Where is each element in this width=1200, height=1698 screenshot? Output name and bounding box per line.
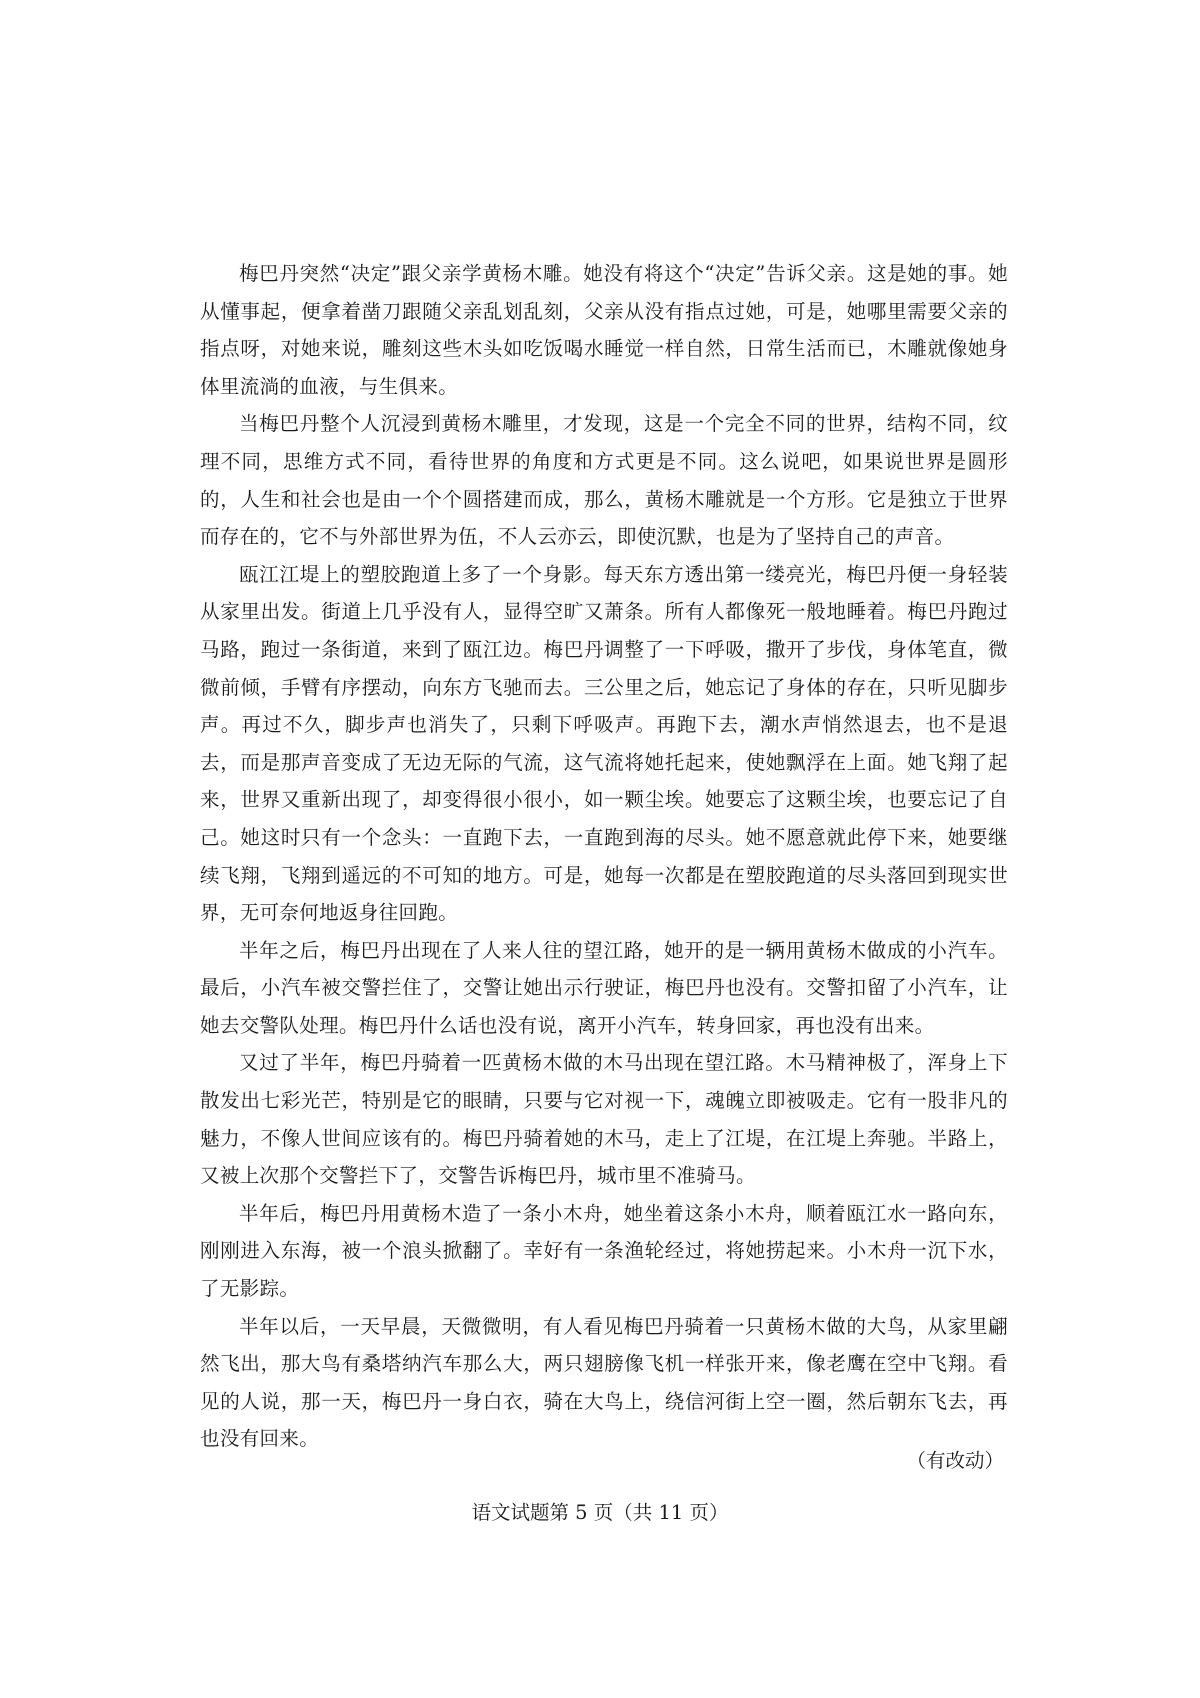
page-footer: 语文试题第 5 页（共 11 页） [471,1501,729,1524]
paragraph-5: 又过了半年，梅巴丹骑着一匹黄杨木做的木马出现在望江路。木马精神极了，浑身上下散发出七彩光芒，特别是它的眼睛，只要与它对视一下，魂魄立即被吸走。它有一股非凡的魅力，不像人世间应该有的。梅巴丹骑着她的木马，走上了江堤，在江堤上奔驰。半路上，又被上次那个交警拦下了，交警告诉梅巴丹，城市里不准骑马。 [200,1051,1008,1188]
paragraph-1: 梅巴丹突然“决定”跟父亲学黄杨木雕。她没有将这个“决定”告诉父亲。这是她的事。她从懂事起，便拿着凿刀跟随父亲乱划乱刻，父亲从没有指点过她，可是，她哪里需要父亲的指点呀，对她来说，雕刻这些木头如吃饭喝水睡觉一样自然，日常生活而已，木雕就像她身体里流淌的血液，与生俱来。 [200,262,1008,398]
paragraph-7: 半年以后，一天早晨，天微微明，有人看见梅巴丹骑着一只黄杨木做的大鸟，从家里翩然飞出，那大鸟有桑塔纳汽车那么大，两只翅膀像飞机一样张开来，像老鹰在空中飞翔。看见的人说，那一天，梅巴丹一身白衣，骑在大鸟上，绕信河街上空一圈，然后朝东飞去，再也没有回来。 [200,1314,1008,1451]
paragraph-2: 当梅巴丹整个人沉浸到黄杨木雕里，才发现，这是一个完全不同的世界，结构不同，纹理不同，思维方式不同，看待世界的角度和方式更是不同。这么说吧，如果说世界是圆形的，人生和社会也是由一个个圆搭建而成，那么，黄杨木雕就是一个方形。它是独立于世界而存在的，它不与外部世界为伍，不人云亦云，即使沉默，也是为了坚持自己的声音。 [200,412,1008,549]
source-note: （有改动） [906,1449,1004,1472]
paragraph-6: 半年后，梅巴丹用黄杨木造了一条小木舟，她坐着这条小木舟，顺着瓯江水一路向东，刚刚进入东海，被一个浪头掀翻了。幸好有一条渔轮经过，将她捞起来。小木舟一沉下水，了无影踪。 [200,1201,1008,1301]
paragraph-4: 半年之后，梅巴丹出现在了人来人往的望江路，她开的是一辆用黄杨木做成的小汽车。最后，小汽车被交警拦住了，交警让她出示行驶证，梅巴丹也没有。交警扣留了小汽车，让她去交警队处理。梅巴丹什么话也没有说，离开小汽车，转身回家，再也没有出来。 [200,938,1008,1037]
paragraph-3: 瓯江江堤上的塑胶跑道上多了一个身影。每天东方透出第一缕亮光，梅巴丹便一身轻装从家里出发。街道上几乎没有人，显得空旷又萧条。所有人都像死一般地睡着。梅巴丹跑过马路，跑过一条街道，来到了瓯江边。梅巴丹调整了一下呼吸，撒开了步伐，身体笔直，微微前倾，手臂有序摆动，向东方飞驰而去。三公里之后，她忘记了身体的存在，只听见脚步声。再过不久，脚步声也消失了，只剩下呼吸声。再跑下去，潮水声悄然退去，也不是退去，而是那声音变成了无边无际的气流，这气流将她托起来，使她飘浮在上面。她飞翔了起来，世界又重新出现了，却变得很小很小，如一颗尘埃。她要忘了这颗尘埃，也要忘记了自己。她这时只有一个念头：一直跑下去，一直跑到海的尽头。她不愿意就此停下来，她要继续飞翔，飞翔到遥远的不可知的地方。可是，她每一次都是在塑胶跑道的尽头落回到现实世界，无可奈何地返身往回跑。 [200,562,1008,925]
article-body [200,255,1008,1458]
